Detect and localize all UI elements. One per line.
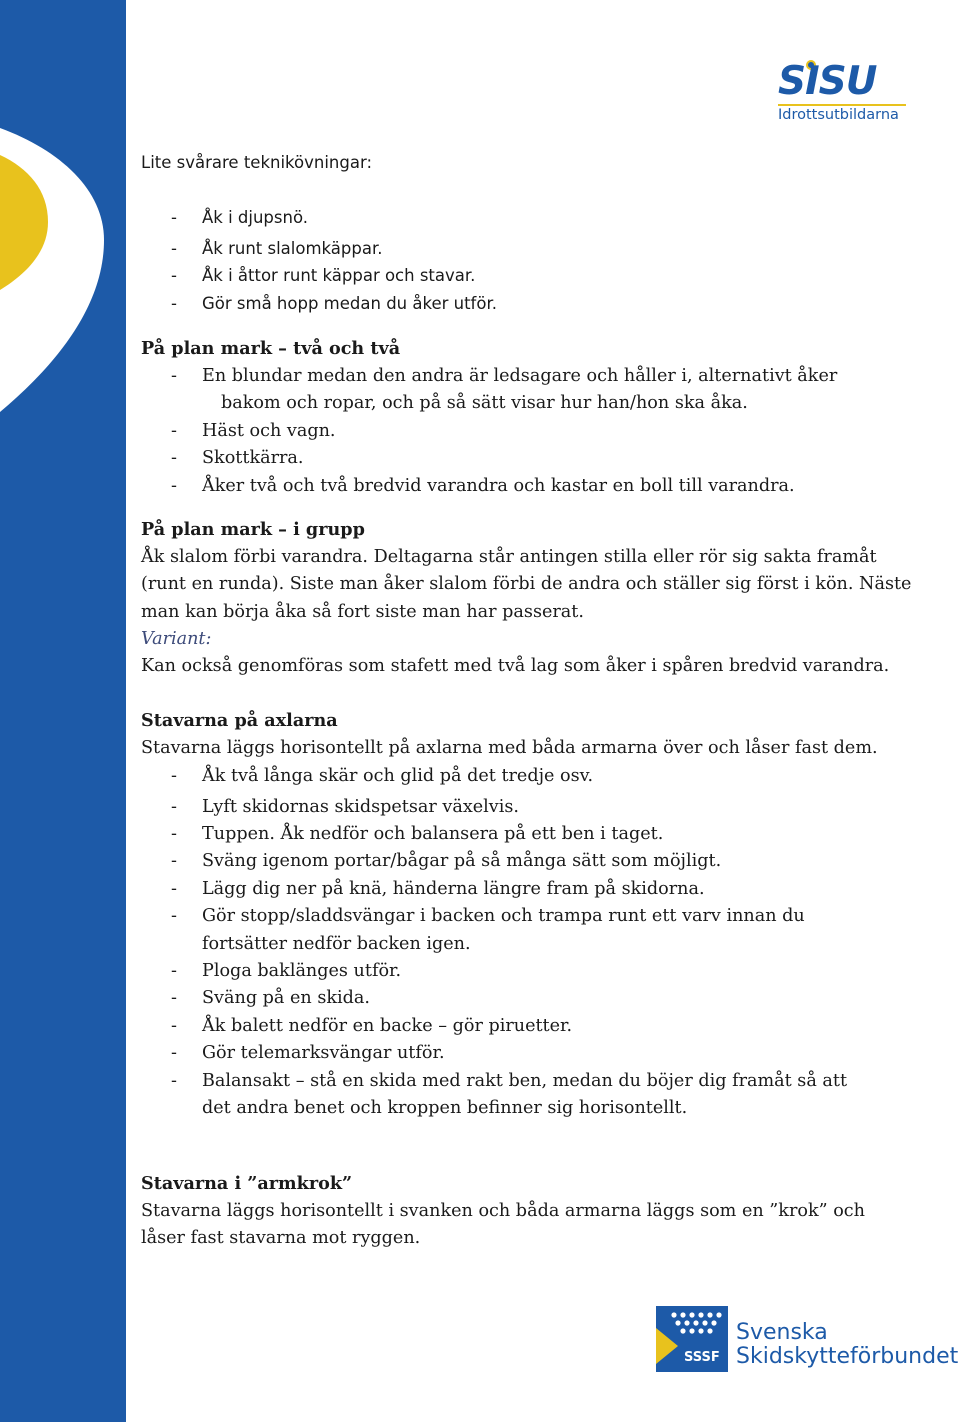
paragraph-line: Åk slalom förbi varandra. Deltagarna står antingen stilla eller rör sig sakta framåt bbox=[141, 547, 877, 567]
list-item-continuation: bakom och ropar, och på så sätt visar hur han/hon ska åka. bbox=[221, 393, 748, 413]
sisu-logo-word: SISU bbox=[778, 59, 877, 104]
sssf-logo-block bbox=[656, 1306, 728, 1372]
paragraph-line: Stavarna läggs horisontellt i svanken och båda armarna läggs som en ”krok” och bbox=[141, 1201, 865, 1221]
list-item-continuation: fortsätter nedför backen igen. bbox=[202, 934, 471, 954]
paragraph-line: låser fast stavarna mot ryggen. bbox=[141, 1228, 421, 1248]
variant-label: Variant: bbox=[141, 629, 212, 649]
sssf-logo bbox=[656, 1306, 960, 1372]
decorative-sidebar bbox=[0, 0, 126, 1422]
list-item-continuation: det andra benet och kroppen befinner sig horisontellt. bbox=[202, 1098, 688, 1118]
sssf-name-line2: Skidskytteförbundet bbox=[736, 1344, 959, 1369]
variant-text: Kan också genomföras som stafett med två lag som åker i spåren bredvid varandra. bbox=[141, 656, 890, 676]
section-title: Stavarna på axlarna bbox=[141, 710, 338, 731]
intro-heading: Lite svårare teknikövningar: bbox=[141, 153, 373, 172]
section-title: På plan mark – två och två bbox=[141, 338, 401, 359]
sisu-logo-subtitle: Idrottsutbildarna bbox=[778, 107, 899, 123]
paragraph-line: man kan börja åka så fort siste man har passerat. bbox=[141, 602, 584, 622]
section-title: Stavarna i ”armkrok” bbox=[141, 1173, 353, 1194]
sisu-logo bbox=[776, 58, 916, 130]
paragraph-line: (runt en runda). Siste man åker slalom förbi de andra och ställer sig först i kön. Näste bbox=[141, 574, 912, 594]
paragraph-line: Stavarna läggs horisontellt på axlarna med båda armarna över och låser fast dem. bbox=[141, 738, 878, 758]
sssf-name-line1: Svenska bbox=[736, 1320, 828, 1345]
sisu-logo-underline bbox=[778, 104, 906, 106]
sssf-abbr: SSSF bbox=[684, 1350, 720, 1365]
section-title: På plan mark – i grupp bbox=[141, 519, 365, 540]
